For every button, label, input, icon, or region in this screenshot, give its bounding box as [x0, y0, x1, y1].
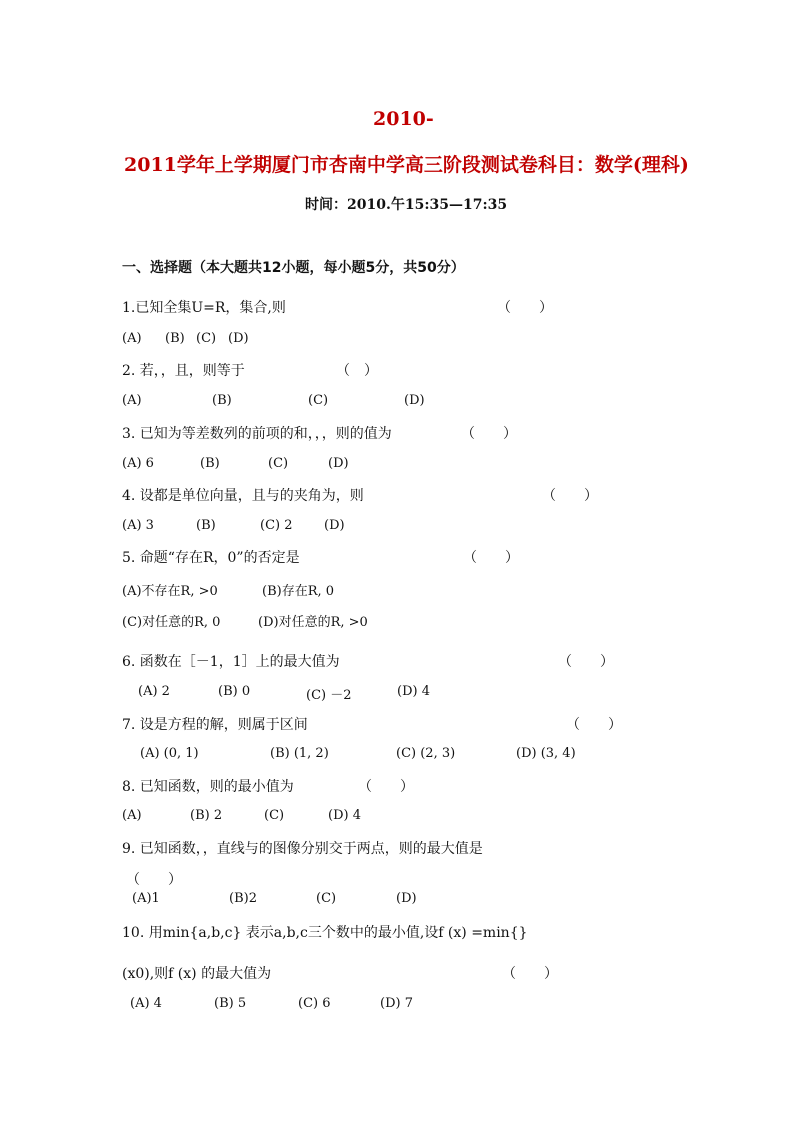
question-10-option-d: (D) 7: [380, 996, 413, 1011]
question-7-stem: 7. 设是方程的解，则属于区间: [122, 717, 308, 733]
question-6-option-a: (A) 2: [138, 684, 170, 699]
question-3-stem: 3. 已知为等差数列的前项的和，，，则的值为: [122, 426, 392, 442]
question-8-answer-paren: （ ）: [358, 779, 414, 795]
question-7-option-d: (D) (3, 4): [516, 746, 576, 761]
question-6-stem: 6. 函数在［－1，1］上的最大值为: [122, 654, 340, 670]
question-4-option-d: (D): [324, 518, 345, 533]
question-1-option-b: (B): [165, 331, 185, 346]
question-8-option-b: (B) 2: [190, 808, 223, 823]
question-8-option-d: (D) 4: [328, 808, 361, 823]
question-1-option-a: (A): [122, 331, 142, 346]
question-3-option-c: (C): [268, 456, 289, 471]
question-5-option-c: (C)对任意的R, 0: [122, 615, 221, 630]
question-6-option-d: (D) 4: [397, 684, 430, 699]
question-10-answer-paren: （ ）: [502, 966, 558, 982]
question-1-option-c: (C): [196, 331, 217, 346]
exam-time: 时间：2010.午15:35—17:35: [305, 197, 508, 213]
question-8-option-c: (C): [264, 808, 285, 823]
question-4-stem: 4. 设都是单位向量，且与的夹角为，则: [122, 488, 364, 504]
question-5-option-b: (B)存在R, 0: [262, 584, 335, 599]
question-3-answer-paren: （ ）: [461, 426, 517, 442]
title-line-1: 2010-: [373, 108, 434, 130]
question-4-option-a: (A) 3: [122, 518, 154, 533]
question-8-option-a: (A): [122, 808, 142, 823]
question-2-stem: 2. 若，，且，则等于: [122, 363, 245, 379]
question-4-option-c: (C) 2: [260, 518, 293, 533]
section-heading: 一、选择题（本大题共12小题，每小题5分，共50分）: [122, 260, 465, 276]
question-9-stem: 9. 已知函数，，直线与的图像分别交于两点，则的最大值是: [122, 841, 483, 857]
question-2-option-d: (D): [404, 393, 425, 408]
question-5-option-a: (A)不存在R, >0: [122, 584, 218, 599]
question-10-option-b: (B) 5: [214, 996, 247, 1011]
question-1-stem: 1.已知全集U=R，集合,则: [122, 300, 286, 316]
title-line-2: 2011学年上学期厦门市杏南中学高三阶段测试卷科目：数学(理科): [124, 154, 689, 176]
question-1-answer-paren: （ ）: [497, 300, 553, 316]
question-4-answer-paren: （ ）: [542, 488, 598, 504]
question-7-option-a: (A) (0, 1): [140, 746, 199, 761]
question-5-stem: 5. 命题“存在R，0”的否定是: [122, 550, 300, 566]
question-7-option-b: (B) (1, 2): [270, 746, 329, 761]
question-9-option-c: (C): [316, 891, 337, 906]
question-10-stem: 10. 用min{a,b,c} 表示a,b,c三个数中的最小值,设f (x) =min{}: [122, 925, 528, 941]
question-3-option-a: (A) 6: [122, 456, 154, 471]
question-1-option-d: (D): [228, 331, 249, 346]
question-10-option-c: (C) 6: [298, 996, 331, 1011]
question-6-option-c: (C) －2: [306, 688, 352, 703]
question-2-option-b: (B): [212, 393, 232, 408]
question-2-answer-paren: （ ）: [336, 363, 378, 379]
question-3-option-d: (D): [328, 456, 349, 471]
question-2-option-c: (C): [308, 393, 329, 408]
question-5-option-d: (D)对任意的R, >0: [258, 615, 368, 630]
question-9-answer-paren: （ ）: [126, 872, 182, 888]
question-3-option-b: (B): [200, 456, 220, 471]
question-2-option-a: (A): [122, 393, 142, 408]
question-7-answer-paren: （ ）: [566, 717, 622, 733]
question-9-option-d: (D): [396, 891, 417, 906]
question-9-option-b: (B)2: [229, 891, 257, 906]
question-10-option-a: (A) 4: [130, 996, 162, 1011]
question-6-option-b: (B) 0: [218, 684, 251, 699]
question-4-option-b: (B): [196, 518, 216, 533]
question-5-answer-paren: （ ）: [463, 550, 519, 566]
question-6-answer-paren: （ ）: [558, 654, 614, 670]
question-8-stem: 8. 已知函数，则的最小值为: [122, 779, 294, 795]
question-10-stem-continued: (x0),则f (x) 的最大值为: [122, 966, 272, 982]
question-9-option-a: (A)1: [132, 891, 160, 906]
question-7-option-c: (C) (2, 3): [396, 746, 456, 761]
